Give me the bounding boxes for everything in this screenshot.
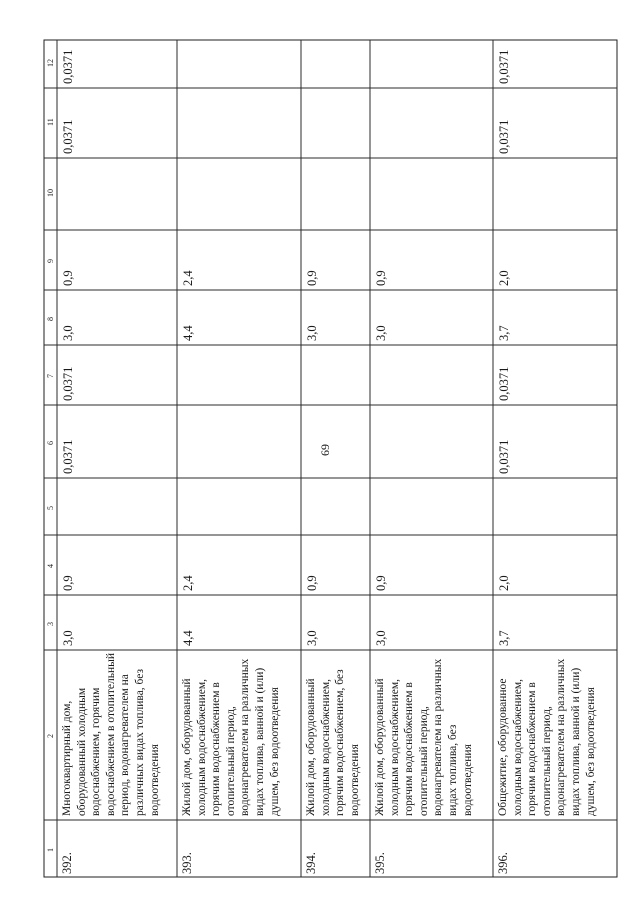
- cell-value-col-3: 3,0: [305, 630, 319, 646]
- cell-value-col-3: 4,4: [181, 630, 195, 646]
- cell-value-col-3: 3,7: [497, 630, 511, 646]
- description-line: водонагревателем на различных: [432, 658, 445, 816]
- cell-value-col-4: 0,9: [305, 575, 319, 591]
- column-number-9: 9: [46, 259, 55, 263]
- description-line: видах топлива, ванной и (или): [253, 667, 266, 816]
- row-number: 394.: [304, 852, 318, 874]
- column-number-1: 1: [46, 847, 55, 852]
- row-description: [304, 669, 362, 816]
- row-number: 393.: [180, 852, 194, 874]
- column-number-4: 4: [46, 564, 55, 568]
- page-number: 69: [318, 444, 332, 456]
- description-line: видах топлива, ванной и (или): [569, 667, 582, 816]
- row-number: 395.: [373, 852, 387, 874]
- cell-value-col-9: 0,9: [61, 270, 75, 286]
- row-description: [373, 659, 475, 816]
- description-line: период, водонагревателем на: [119, 674, 132, 816]
- cell-value-col-3: 3,0: [374, 630, 388, 646]
- description-line: водоснабжением в отопительный: [104, 652, 117, 816]
- description-line: душем, без водоотведения: [268, 687, 281, 816]
- description-line: горячим водоснабжением, без: [334, 669, 347, 816]
- description-line: Жилой дом, оборудованный: [305, 678, 317, 816]
- column-number-12: 12: [46, 59, 55, 67]
- column-number-7: 7: [46, 374, 55, 378]
- description-line: холодным водоснабжением,: [319, 678, 332, 816]
- description-line: водоотведения: [148, 744, 161, 816]
- cell-value-col-8: 3,7: [497, 325, 511, 341]
- cell-value-col-7: 0,0371: [497, 366, 511, 401]
- cell-value-col-9: 0,9: [305, 270, 319, 286]
- column-number-2: 2: [46, 734, 55, 738]
- row-description: [60, 653, 162, 816]
- cell-value-col-6: 0,0371: [61, 439, 75, 474]
- description-line: оборудованный холодным: [75, 687, 88, 816]
- description-line: холодным водоснабжением,: [195, 678, 208, 816]
- cell-value-col-3: 3,0: [61, 630, 75, 646]
- description-line: Жилой дом, оборудованный: [181, 678, 193, 816]
- cell-value-col-4: 2,4: [181, 575, 195, 591]
- cell-value-col-11: 0,0371: [497, 119, 511, 154]
- cell-value-col-8: 3,0: [61, 325, 75, 341]
- cell-value-col-8: 3,0: [374, 325, 388, 341]
- norms-table: [44, 40, 617, 877]
- description-line: горячим водоснабжением в: [403, 682, 416, 816]
- description-line: холодным водоснабжением,: [388, 678, 401, 816]
- cell-value-col-12: 0,0371: [497, 49, 511, 84]
- description-line: горячим водоснабжением в: [210, 682, 223, 816]
- cell-value-col-11: 0,0371: [61, 119, 75, 154]
- description-line: различных видах топлива, без: [133, 668, 146, 816]
- cell-value-col-9: 0,9: [374, 270, 388, 286]
- column-number-11: 11: [46, 118, 55, 126]
- description-line: отопительный период,: [417, 706, 430, 816]
- description-line: душем, без водоотведения: [584, 687, 597, 816]
- cell-value-col-8: 4,4: [181, 325, 195, 341]
- cell-value-col-6: 0,0371: [497, 439, 511, 474]
- description-line: Общежитие, оборудованное: [497, 678, 509, 816]
- row-description: [496, 659, 598, 816]
- cell-value-col-7: 0,0371: [61, 366, 75, 401]
- description-line: Многоквартирный дом,: [61, 700, 73, 816]
- column-number-6: 6: [46, 440, 55, 445]
- column-number-3: 3: [46, 621, 55, 626]
- cell-value-col-8: 3,0: [305, 325, 319, 341]
- description-line: водонагревателем на различных: [555, 658, 568, 816]
- description-line: водонагревателем на различных: [239, 658, 252, 816]
- description-line: Жилой дом, оборудованный: [374, 678, 386, 816]
- cell-value-col-9: 2,4: [181, 270, 195, 286]
- description-line: отопительный период,: [540, 706, 553, 816]
- cell-value-col-12: 0,0371: [61, 49, 75, 84]
- description-line: холодным водоснабжением,: [511, 678, 524, 816]
- description-line: отопительный период,: [224, 706, 237, 816]
- description-line: горячим водоснабжением в: [526, 682, 539, 816]
- row-number: 396.: [496, 852, 510, 874]
- column-number-5: 5: [46, 505, 55, 510]
- column-number-8: 8: [46, 316, 55, 321]
- description-line: водоотведения: [461, 744, 474, 816]
- cell-value-col-4: 2,0: [497, 575, 511, 591]
- cell-value-col-4: 0,9: [61, 575, 75, 591]
- description-line: водоотведения: [348, 744, 361, 816]
- description-line: водоснабжением, горячим: [90, 687, 103, 816]
- cell-value-col-9: 2,0: [497, 270, 511, 286]
- column-number-10: 10: [46, 189, 55, 197]
- row-number: 392.: [60, 852, 74, 874]
- row-description: [180, 659, 282, 816]
- description-line: видах топлива, без: [446, 724, 459, 816]
- cell-value-col-4: 0,9: [374, 575, 388, 591]
